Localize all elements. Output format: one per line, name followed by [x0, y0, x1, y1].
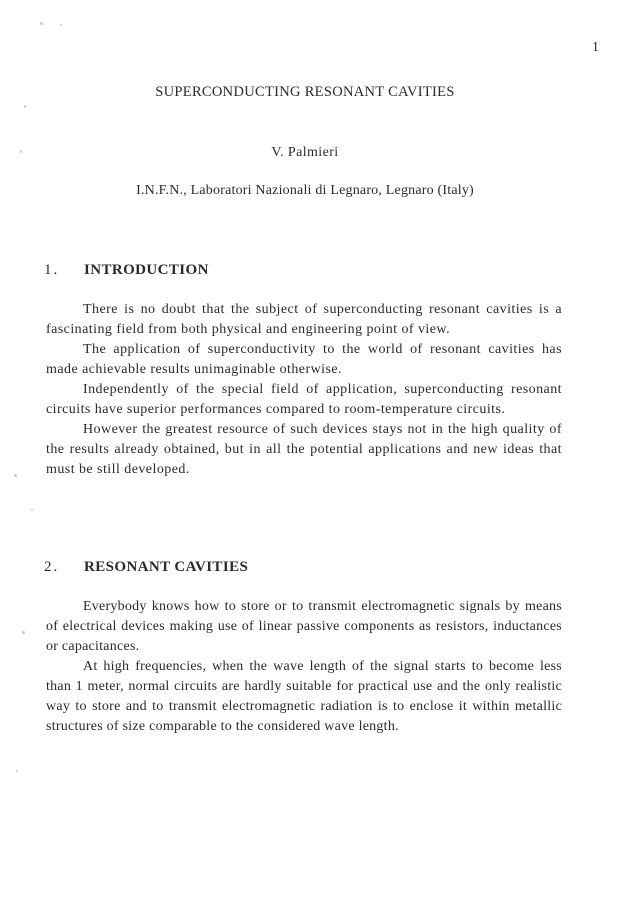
author-name: V. Palmieri [271, 145, 339, 160]
paragraph: There is no doubt that the subject of superconducting resonant cavities is a fascinating field from both physical and engineering point of view. [46, 302, 562, 337]
paragraph: Everybody knows how to store or to transmit electromagnetic signals by means of electrical devices making use of linear passive components as resistors, inductances or capacitances. [46, 599, 562, 654]
section-title: INTRODUCTION [84, 262, 209, 278]
paragraph: However the greatest resource of such devices stays not in the high quality of the results already obtained, but in all the potential applications and new ideas that must be still developed. [46, 422, 562, 477]
scan-speck [22, 631, 25, 634]
section-number: 1. [44, 262, 60, 278]
scan-speck [14, 474, 17, 477]
section-number: 2. [44, 559, 60, 575]
paper-title: SUPERCONDUCTING RESONANT CAVITIES [155, 84, 455, 100]
scan-speck [20, 150, 22, 153]
scan-speck [40, 22, 43, 25]
section-heading-introduction [44, 262, 209, 279]
paragraph: At high frequencies, when the wave length of the signal starts to become less than 1 meter, normal circuits are hardly suitable for practical use and the only realistic way to store and to transmit electromagnetic radiation is to enclose it within metallic structures of size comparable to the considered wave length. [46, 659, 562, 734]
paragraph: Independently of the special field of application, superconducting resonant circuits have superior performances compared to room-temperature circuits. [46, 382, 562, 417]
author-affiliation: I.N.F.N., Laboratori Nazionali di Legnaro, Legnaro (Italy) [136, 183, 474, 198]
page-number: 1 [592, 40, 599, 55]
scan-speck [24, 105, 26, 108]
section-heading-resonant-cavities [44, 559, 248, 576]
section-title: RESONANT CAVITIES [84, 559, 249, 575]
scan-speck [60, 24, 62, 26]
scan-speck [16, 770, 18, 772]
section-body-resonant-cavities [46, 597, 562, 737]
section-body-introduction [46, 300, 562, 480]
paragraph: The application of superconductivity to the world of resonant cavities has made achievable results unimaginable otherwise. [46, 342, 562, 377]
scan-speck [31, 509, 33, 511]
